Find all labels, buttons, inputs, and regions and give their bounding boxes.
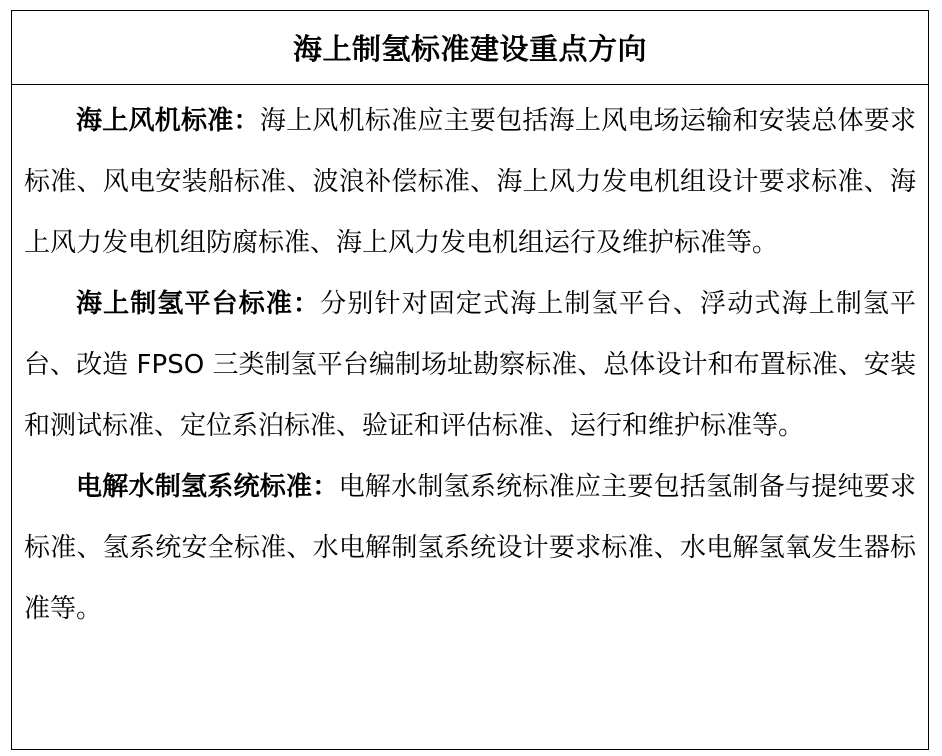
document-title: 海上制氢标准建设重点方向 [292, 32, 647, 66]
paragraph-offshore-wind-turbine [24, 91, 916, 274]
paragraph-label: 海上风机标准： [76, 106, 260, 136]
paragraph-text: 海上风机标准应主要包括海上风电场运输和安装总体要求标准、风电安装船标准、波浪补偿标准、海上风力发电机组设计要求标准、海上风力发电机组防腐标准、海上风力发电机组运行及维护标准等。 [24, 106, 916, 258]
paragraph-electrolysis-system [24, 457, 916, 640]
paragraph-text: 电解水制氢系统标准应主要包括氢制备与提纯要求标准、氢系统安全标准、水电解制氢系统设计要求标准、水电解氢氧发生器标准等。 [24, 472, 916, 624]
paragraph-label: 电解水制氢系统标准： [76, 472, 339, 502]
paragraph-label: 海上制氢平台标准： [76, 289, 321, 319]
table-header [12, 11, 928, 85]
paragraph-hydrogen-platform [24, 274, 916, 457]
table-body [12, 85, 928, 640]
standards-table [11, 10, 929, 750]
paragraph-text: 分别针对固定式海上制氢平台、浮动式海上制氢平台、改造 FPSO 三类制氢平台编制场址勘察标准、总体设计和布置标准、安装和测试标准、定位系泊标准、验证和评估标准、运行和维护标准等。 [24, 289, 916, 441]
